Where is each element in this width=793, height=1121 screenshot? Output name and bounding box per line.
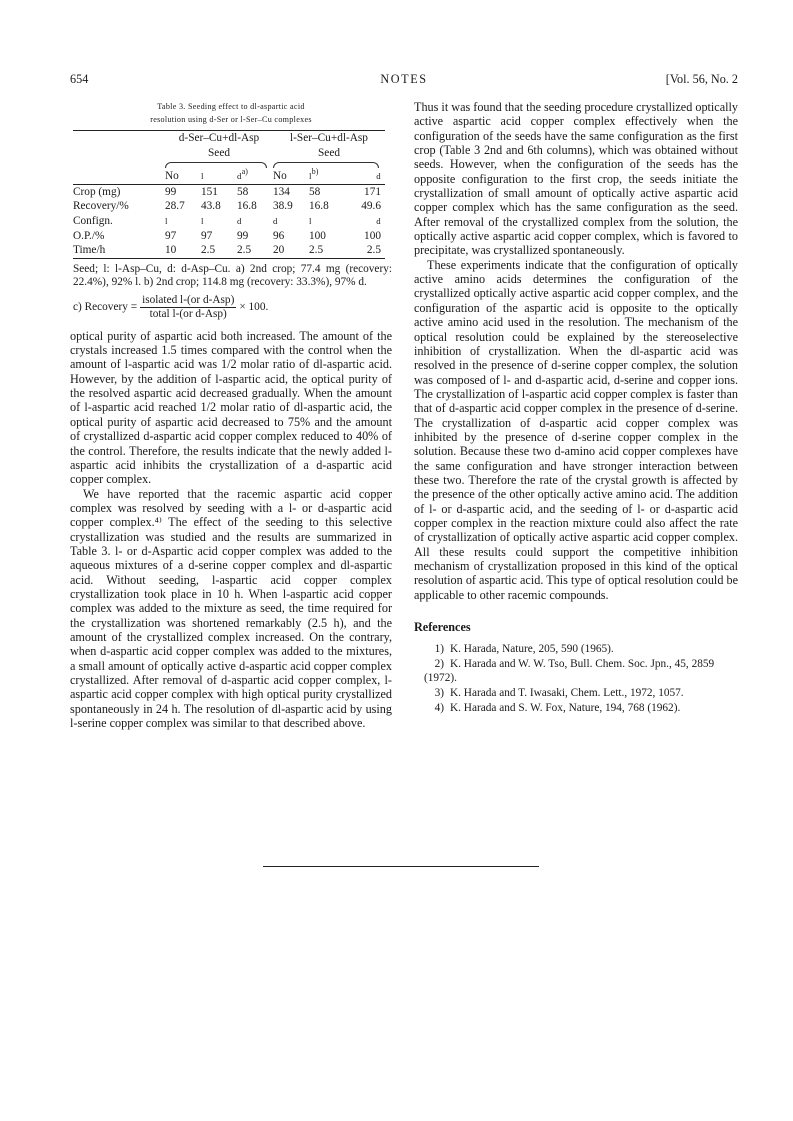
table-cell: 2.5	[237, 243, 273, 258]
recovery-label: c) Recovery =	[73, 301, 138, 314]
row-label: Crop (mg)	[73, 185, 121, 198]
table-cell: 58	[237, 185, 249, 198]
col-header: $d^{a)}$	[237, 169, 273, 184]
seed-brace-2	[273, 162, 379, 168]
table-caption	[70, 100, 392, 126]
reference-text: K. Harada and W. W. Tso, Bull. Chem. Soc. Jpn., 45, 2859 (1972).	[424, 658, 715, 685]
table-row	[73, 243, 385, 258]
table-cell: 10	[165, 243, 201, 258]
row-label: Recovery/%	[73, 200, 129, 213]
reference-text: K. Harada, Nature, 205, 590 (1965).	[450, 643, 614, 656]
reference-number: 4)	[434, 702, 444, 715]
seed-label-2: Seed	[318, 146, 340, 159]
table-cell: 99	[165, 185, 177, 198]
recovery-denominator: total l-(or d-Asp)	[149, 307, 227, 320]
row-label: Confign.	[73, 214, 113, 227]
table-cell: 2.5	[309, 243, 345, 258]
table-cell: 134	[273, 185, 290, 198]
table-cell: 58	[309, 185, 321, 198]
paragraph: optical purity of aspartic acid both increased. The amount of the crystals increased 1.5 times compared with the control when the amount of l-aspartic acid was 1/2 molar ratio of dl-aspartic acid. However, by the addition of l-aspartic acid, the optical purity of the resolved aspartic acid decreased gradually. When the amount of l-aspartic acid reached 1/2 molar ratio of dl-aspartic acid, the optical purity of aspartic acid decreased to 75% and the amount of crystallized d-aspartic acid copper complex reduced to 40% of the control. Therefore, the results indicate that the newly added l-aspartic acid inhibits the crystallization of a d-aspartic acid copper complex.	[70, 328, 392, 487]
table-cell: 43.8	[201, 200, 221, 213]
table-cell: 16.8	[237, 200, 257, 213]
table-cell: 38.9	[273, 200, 293, 213]
table-cell: 100	[364, 229, 381, 242]
recovery-numerator: isolated l-(or d-Asp)	[142, 293, 235, 306]
reference-number: 1)	[434, 643, 444, 656]
table-cell: 100	[309, 229, 326, 242]
right-column	[414, 100, 738, 716]
reference-list	[414, 642, 738, 715]
col-header: No	[273, 169, 309, 184]
table-cell: 151	[201, 185, 218, 198]
reference-text: K. Harada and S. W. Fox, Nature, 194, 768 (1962).	[450, 702, 681, 715]
recovery-fraction	[140, 294, 236, 321]
end-rule	[263, 866, 539, 867]
references-heading: References	[414, 620, 471, 635]
table-caption-line-1: Table 3. Seeding effect to dl-aspartic acid	[157, 102, 305, 111]
table-cell: 96	[273, 229, 285, 242]
table-cell: 97	[201, 229, 213, 242]
col-header: $l^{b)}$	[309, 169, 345, 184]
paragraph: We have reported that the racemic aspartic acid copper complex was resolved by seeding with a l- or d-aspartic acid copper complex.⁴⁾ The effect of the seeding to this selective crystallization was studied and the results are summarized in Table 3. l- or d-Aspartic acid copper complex was added to the aqueous mixtures of a d-serine copper complex and dl-aspartic acid. Without seeding, l-aspartic acid copper complex crystallization took place in 10 h. When l-aspartic acid copper complex was added to the mixture as seed, the time required for the crystallization was shortened remarkably (2.5 h), and the amount of the crystallized complex increased. On the contrary, when d-aspartic acid copper complex was added to the mixtures, a small amount of optically active d-aspartic acid copper complex crystallized. After removal of d-aspartic acid copper complex, l-aspartic acid copper complex with high optical purity crystallized spontaneously in 24 h. The resolution of dl-aspartic acid by using l-serine copper complex was similar to that described above.	[70, 486, 392, 731]
left-column	[70, 100, 392, 730]
table-row	[73, 229, 385, 244]
table-row	[73, 199, 385, 214]
table-cell: 97	[165, 229, 177, 242]
table-cell: l	[165, 215, 168, 226]
table-cell: 28.7	[165, 200, 185, 213]
paragraph: Thus it was found that the seeding procedure crystallized optically active aspartic acid copper complex effectively when the configuration of the seeds have the same configuration as the first crop (Table 3 2nd and 6th columns), which was obtained without seeds. However, when the configuration of the seeds has the opposite configuration to the first crop, the seeds initiate the crystallization of small amount of optically active aspartic acid copper complex which has the same configuration as the seed. After removal of the crystallized complex from the solution, the optically active aspartic acid copper complex, which is favored to precipitate, was crystallized spontaneously.	[414, 100, 738, 258]
reference-number: 3)	[434, 687, 444, 700]
reference-item	[414, 701, 738, 715]
table-cell: 2.5	[345, 243, 385, 258]
recovery-equation	[73, 294, 392, 321]
seeding-effect-table	[73, 130, 385, 259]
table-cell: d	[376, 215, 381, 226]
page-header	[70, 72, 738, 88]
table-3	[70, 100, 392, 321]
row-label: O.P./%	[73, 229, 105, 242]
table-cell: 2.5	[201, 243, 237, 258]
table-row	[73, 184, 385, 199]
col-header: d	[345, 169, 385, 184]
running-title: NOTES	[380, 72, 428, 86]
table-cell: 16.8	[309, 200, 329, 213]
group-header-d-ser: d-Ser–Cu+dl-Asp	[165, 131, 273, 146]
table-caption-line-2: resolution using d-Ser or l-Ser–Cu complexes	[150, 115, 312, 124]
table-cell: 49.6	[361, 200, 381, 213]
seed-brace-1	[165, 162, 267, 168]
paragraph: These experiments indicate that the configuration of optically active amino acids determines the configuration of the crystallized optically active aspartic acid copper complex, and the configuration of the aspartic acid is opposite to the optically active amino acid used in the resolution. The mechanism of the optical resolution could be explained by the stereoselective inhibition of crystallization. When the dl-aspartic acid was resolved in the presence of d-serine copper complex, the solution was composed of l- and d-aspartic acid, d-serine and copper ions. The crystallization of l-aspartic acid copper complex is faster than that of d-aspartic acid copper complex in the presence of d-serine. The crystallization of d-aspartic acid copper complex was inhibited by the presence of d-serine copper complex in the solution. Because these two d-amino acid copper complexes have the same configuration and have stronger interaction between these two. Therefore the rate of the crystal growth is affected by the presence of the other optically active amino acid. The addition of l- or d-aspartic acid, and the seeding of l- or d-aspartic acid copper complex in the reaction mixture could also affect the rate of crystallization of optically active aspartic acid copper complex. All these results could support the competitive inhibition mechanism of crystallization proposed in this kind of the optical resolution of aspartic acid. This type of optical resolution could be applicable to other racemic compounds.	[414, 257, 738, 602]
table-row	[73, 214, 385, 229]
reference-item	[414, 686, 738, 700]
col-header: l	[201, 169, 237, 184]
reference-text: K. Harada and T. Iwasaki, Chem. Lett., 1972, 1057.	[450, 687, 684, 700]
row-label: Time/h	[73, 243, 165, 258]
table-cell: l	[309, 215, 312, 226]
table-cell: d	[273, 215, 278, 226]
seed-label-1: Seed	[208, 146, 230, 159]
col-header: No	[165, 169, 201, 184]
table-cell: 99	[237, 229, 249, 242]
table-cell: 20	[273, 243, 309, 258]
table-cell: 171	[364, 185, 381, 198]
table-footnote: Seed; l: l-Asp–Cu, d: d-Asp–Cu. a) 2nd crop; 77.4 mg (recovery: 22.4%), 92% l. b) 2nd crop; 114.8 mg (recovery: 33.3%), 97% d.	[73, 262, 392, 289]
recovery-tail: × 100.	[239, 301, 269, 314]
reference-item	[414, 657, 738, 685]
group-header-l-ser: l-Ser–Cu+dl-Asp	[273, 131, 385, 146]
table-cell: d	[237, 215, 242, 226]
reference-item	[414, 642, 738, 656]
reference-number: 2)	[434, 658, 444, 671]
page-number: 654	[70, 72, 89, 86]
volume-label: [Vol. 56, No. 2	[665, 72, 738, 86]
table-cell: l	[201, 215, 204, 226]
